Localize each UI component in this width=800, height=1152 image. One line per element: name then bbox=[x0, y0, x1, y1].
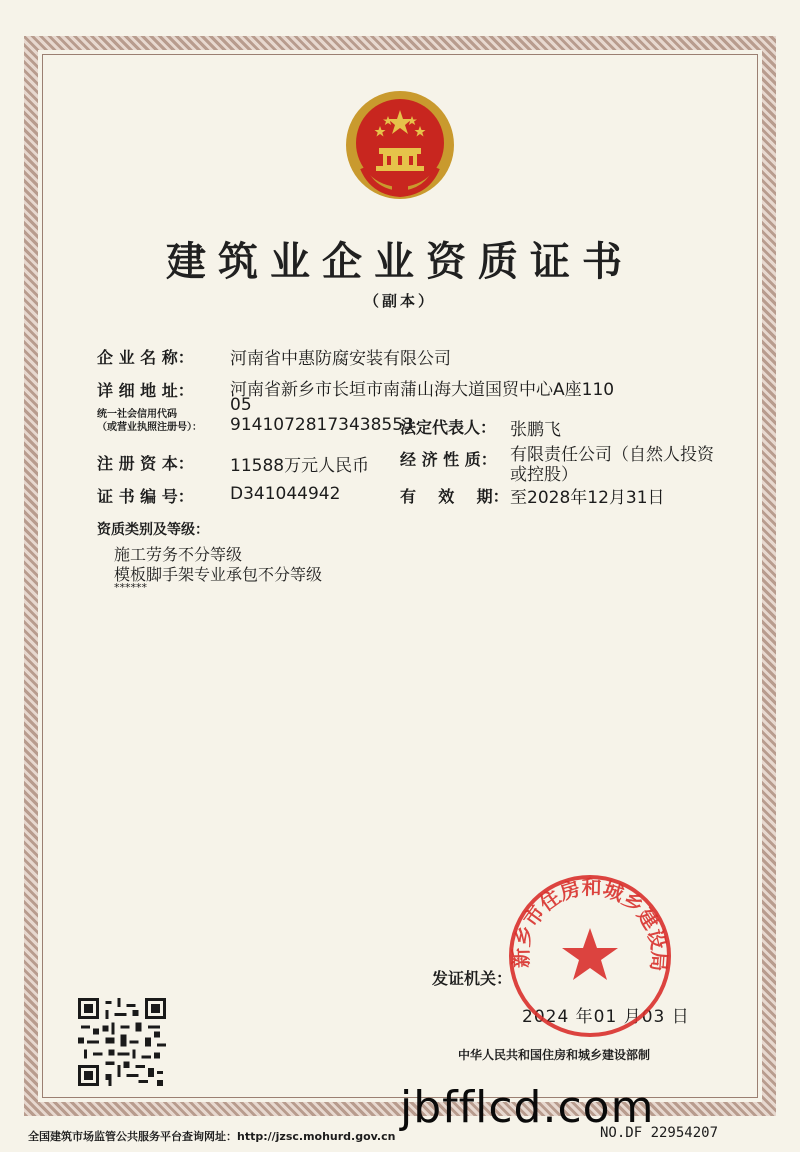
legal-rep-label: 法定代表人： bbox=[400, 418, 497, 437]
validity-label: 有 效 期： bbox=[400, 487, 509, 506]
issuer-label: 发证机关： bbox=[432, 969, 513, 988]
company-name-value: 河南省中惠防腐安装有限公司 bbox=[230, 349, 451, 369]
qualifications-end-mark: ****** bbox=[114, 581, 147, 594]
legal-rep-value: 张鹏飞 bbox=[510, 420, 561, 440]
qr-code bbox=[78, 998, 166, 1086]
stamp-text: 新乡市住房和城乡建设局 bbox=[508, 875, 672, 973]
footer-query-url: 全国建筑市场监管公共服务平台查询网址：http://jzsc.mohurd.gov.cn bbox=[28, 1130, 396, 1143]
certificate-title: 建筑业企业资质证书 bbox=[166, 238, 634, 285]
qualification-item: 施工劳务不分等级 bbox=[114, 545, 243, 564]
address-value-line2: 05 bbox=[230, 395, 252, 415]
credit-code-label-line2: （或营业执照注册号）： bbox=[97, 422, 202, 433]
certificate-subtitle: （副本） bbox=[363, 292, 436, 310]
qualification-item: 模板脚手架专业承包不分等级 bbox=[114, 565, 323, 584]
address-label: 详 细 地 址： bbox=[97, 381, 194, 400]
company-name-label: 企 业 名 称： bbox=[97, 348, 194, 367]
registered-capital-value: 11588万元人民币 bbox=[230, 456, 370, 476]
credit-code-label-line1: 统一社会信用代码 bbox=[97, 409, 177, 420]
validity-value: 至2028年12月31日 bbox=[510, 488, 665, 508]
address-value-line1: 河南省新乡市长垣市南蒲山海大道国贸中心A座110 bbox=[230, 380, 615, 400]
certificate-no-label: 证 书 编 号： bbox=[97, 487, 194, 506]
issue-date: 2024 年01 月03 日 bbox=[522, 1007, 690, 1027]
watermark-text: jbfflcd.com bbox=[400, 1082, 655, 1133]
economic-nature-value-line1: 有限责任公司（自然人投资 bbox=[510, 445, 714, 465]
credit-code-value: 91410728173438553 bbox=[230, 415, 414, 435]
serial-number: NO.DF 22954207 bbox=[600, 1125, 719, 1141]
certificate-no-value: D341044942 bbox=[230, 484, 341, 504]
economic-nature-label: 经 济 性 质： bbox=[400, 450, 497, 469]
qualifications-label: 资质类别及等级： bbox=[97, 522, 209, 538]
official-seal-stamp bbox=[506, 872, 674, 1040]
registered-capital-label: 注 册 资 本： bbox=[97, 454, 194, 473]
ministry-text: 中华人民共和国住房和城乡建设部制 bbox=[458, 1048, 651, 1062]
national-emblem-icon bbox=[343, 88, 457, 202]
economic-nature-value-line2: 或控股） bbox=[510, 465, 578, 485]
